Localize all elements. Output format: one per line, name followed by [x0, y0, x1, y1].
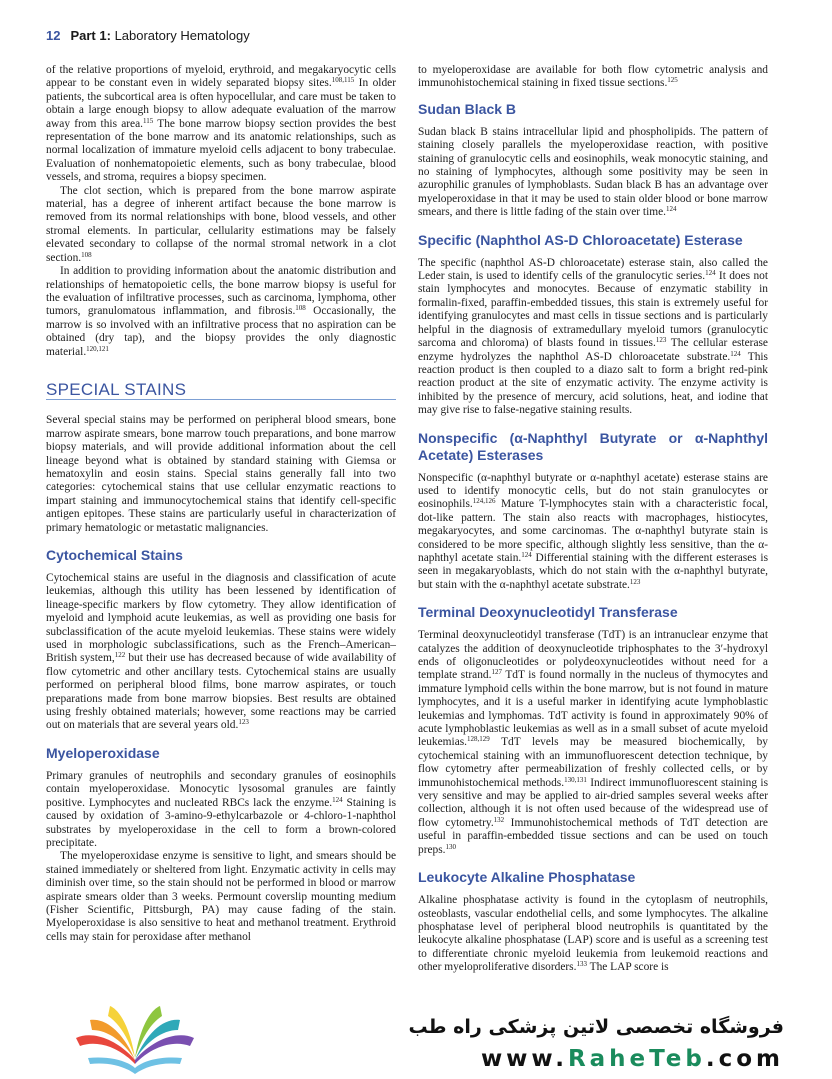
heading-cytochemical-stains: Cytochemical Stains [46, 547, 183, 563]
citation: 115 [143, 116, 154, 125]
paragraph: Several special stains may be performed on peripheral blood smears, bone marrow aspirate smears, bone marrow touch preparations, and bone marrow biopsy materials, and will provide additional information about the cell lineage beyond what is obtained by standard staining with Giemsa or hematoxylin and eosin stains. Special stains generally fall into two categories: cytochemical stains that use cellular enzymatic reactions to impart staining and immunocytochemical stains that identify cell-specific antigen epitopes. These stains are particularly useful in characterization of primary hematologic or metastatic malignancies. [46, 414, 396, 534]
paragraph: Primary granules of neutrophils and secondary granules of eosinophils contain myeloperoxidase. Monocytic lysosomal granules are faintly positive. Lymphocytes and nucleated RBCs lack the enzyme.$^{124}$ Staining is caused by oxidation of 3-amino-9-ethylcarbazole or 4-chloro-1-naphthol substrates by myeloperoxidase in the cell to form a brown-colored precipitate. [46, 769, 397, 849]
running-header [46, 28, 250, 43]
citation: 132 [493, 815, 505, 824]
citation: 124 [332, 795, 343, 804]
citation: 120,121 [86, 344, 109, 353]
paragraph: to myeloperoxidase are available for both flow cytometric analysis and immunohistochemical staining in fixed tissue sections.$^{125}$ [418, 64, 768, 90]
page-number: 12 [46, 28, 61, 43]
heading-sudan-black-b: Sudan Black B [418, 100, 517, 117]
citation: 123 [629, 577, 641, 586]
citation: 108 [295, 304, 306, 313]
paragraph: Nonspecific (α-naphthyl butyrate or α-naphthyl acetate) esterase stains are used to identify monocytic cells, but do not stain granulocytes or eosinophils.$^{124,126}$ Mature T-lymphocytes stain with a characteristic focal, dot-like pattern. The stain also reacts with macrophages, histiocytes, megakaryocytes, and some carcinomas. The α-naphthyl butyrate stain is considered to be more specific, although slightly less sensitive, than the α-naphthyl acetate stain.$^{124}$ Differential staining with the different esterases is seen in megakaryoblasts, which do not stain with the α-naphthyl butyrate, but stain with the α-naphthyl acetate substrate.$^{123}$ [418, 471, 769, 591]
citation: 108 [81, 250, 92, 259]
citation: 123 [238, 718, 249, 727]
part-label: Part 1: [70, 28, 111, 43]
citation: 124,126 [472, 497, 496, 506]
citation: 130 [445, 842, 457, 851]
citation: 124 [705, 269, 716, 278]
citation: 130,131 [564, 775, 587, 784]
citation: 133 [576, 960, 587, 969]
citation: 128,129 [467, 735, 490, 744]
citation: 122 [114, 651, 126, 660]
paragraph: of the relative proportions of myeloid, erythroid, and megakaryocytic cells appear to be constant even in widely separated biopsy sites.$^{108,115}$ In older patients, the subcortical area is often hypocellular, and care must be taken to obtain a large enough biopsy to allow adequate evaluation of the marrow away from this area.$^{115}$ The bone marrow biopsy section provides the best representation of the bone marrow and its anatomic relationships, such as normal localization of immature myeloid cells adjacent to bony trabeculae. Evaluation of nonhematopoietic elements, such as bony trabeculae, blood vessels, and stroma, requires a biopsy specimen. [46, 64, 396, 184]
left-column [46, 64, 396, 944]
paragraph: Cytochemical stains are useful in the diagnosis and classification of acute leukemias, although this utility has been lessened by identification of lineage-specific markers by flow cytometry. They allow identification of myeloid and lymphoid acute leukemias, as well as providing one basis for subclassification of the acute myeloid leukemias. These stains were widely used in morphologic subclassifications, such as the French–American–British system,$^{122}$ but their use has decreased because of wide availability of flow cytometric and other ancillary tests. Cytochemical stains are usually performed on peripheral blood films, bone marrow aspirates, or touch preparations made from bone marrow biopsies. Best results are obtained using freshly obtained materials; however, some reactions may be carried out on materials that are several years old.$^{123}$ [46, 572, 397, 732]
citation: 125 [667, 76, 678, 85]
part-title: Laboratory Hematology [114, 28, 250, 43]
paragraph: Sudan black B stains intracellular lipid and phospholipids. The pattern of staining closely parallels the myeloperoxidase reaction, with positive staining of granulocytic cells and eosinophils, weak monocytic staining, and no staining of lymphocytes, although some positivity may be seen in azurophilic granules of lymphoblasts. Sudan black B has an advantage over myeloperoxidase in that it may be used to stain older blood or bone marrow smears, and there is little fading of the stain over time.$^{124}$ [418, 125, 768, 219]
site-url: www.RaheTeb.com [480, 1046, 784, 1072]
heading-tdt: Terminal Deoxynucleotidyl Transferase [418, 604, 678, 621]
heading-myeloperoxidase: Myeloperoxidase [46, 744, 160, 761]
citation: 124 [521, 550, 532, 559]
right-column [418, 64, 768, 975]
paragraph: The myeloperoxidase enzyme is sensitive to light, and smears should be stained immediately or sheltered from light. Enzymatic activity in cells may diminish over time, so the stain should not be performed in blood or marrow aspirate smears older than 3 weeks. Permount coverslip mounting medium (Fisher Scientific, Pittsburgh, PA) may cause fading of the stain. Myeloperoxidase is also sensitive to heat and methanol treatment. Erythroid cells may stain for peroxidase after methanol [46, 850, 396, 943]
citation: 127 [491, 668, 502, 677]
paragraph: The clot section, which is prepared from the bone marrow aspirate material, has a degree of inherent artifact because the bone marrow is removed from its normal relationships with bone, blood vessels, and other stromal elements. In particular, cellularity estimations may be falsely elevated secondary to collapse of the normal stromal network in a clot section.$^{108}$ [46, 184, 396, 264]
citation: 108,115 [331, 76, 355, 85]
heading-specific-esterase: Specific (Naphthol AS-D Chloroacetate) Esterase [418, 231, 743, 248]
paragraph: In addition to providing information about the anatomic distribution and relationships of hematopoietic cells, the bone marrow biopsy is useful for the evaluation of infiltrative processes, such as carcinoma, lymphoma, other tumors, granulomatous inflammation, and fibrosis.$^{108}$ Occasionally, the marrow is so involved with an infiltrative process that no aspiration can be obtained (dry tap), and the biopsy provides the only diagnostic material.$^{120,121}$ [46, 265, 396, 358]
citation: 124 [666, 205, 677, 214]
heading-lap: Leukocyte Alkaline Phosphatase [418, 869, 636, 886]
book-logo-icon [68, 1000, 203, 1075]
paragraph: Alkaline phosphatase activity is found in the cytoplasm of neutrophils, osteoblasts, vascular endothelial cells, and some lymphocytes. The alkaline phosphatase level of peripheral blood neutrophils is quantitated by the leukocyte alkaline phosphatase (LAP) score and is useful as a screening test to differentiate chronic myeloid leukemia from leukemoid reactions and other myeloproliferative disorders.$^{133}$ The LAP score is [418, 894, 768, 974]
heading-nonspecific-esterases: Nonspecific (α-Naphthyl Butyrate or α-Naphthyl Acetate) Esterases [418, 429, 768, 463]
citation: 124 [730, 349, 741, 358]
section-heading-special-stains: SPECIAL STAINS [46, 383, 396, 400]
citation: 123 [655, 336, 667, 345]
shop-name: فروشگاه تخصصی لاتین پزشکی راه طب [408, 1016, 784, 1038]
paragraph: The specific (naphthol AS-D chloroacetate) esterase stain, also called the Leder stain, is used to identify cells of the granulocytic series.$^{124}$ It does not stain lymphocytes and monocytes. Because of enzymatic stability in formalin-fixed, paraffin-embedded tissues, this stain is extremely useful for identifying granulocytes and mast cells in tissue sections and is particularly helpful in the diagnosis of extramedullary myeloid tumors (granulocytic sarcoma and chloroma) of blasts found in tissues.$^{123}$ The cellular esterase enzyme hydrolyzes the naphthol AS-D chloroacetate substrate.$^{124}$ This reaction product is then coupled to a diazo salt to form a bright red-pink reaction product at the site of enzymatic activity. The enzyme activity is inhibited by the presence of mercury, acid solutions, heat, and iodine that may give rise to false-negative staining results. [418, 256, 769, 417]
paragraph: Terminal deoxynucleotidyl transferase (TdT) is an intranuclear enzyme that catalyzes the addition of deoxynucleotide triphosphates to the 3′-hydroxyl ends of oligonucleotides or polydeoxynucleotides without need for a template strand.$^{127}$ TdT is found normally in the nucleus of thymocytes and immature lymphoid cells within the bone marrow, but is not found in mature lymphocytes, and it is a useful marker in identifying acute lymphoblastic leukemias and lymphomas. TdT activity is found in approximately 90% of acute lymphoblastic leukemias as well as in a small subset of acute myeloid leukemias.$^{128,129}$ TdT levels may be measured biochemically, by cytochemical staining with an immunofluorescent detection technique, by flow cytometry after permeabilization of freshly collected cells, or by immunohistochemical methods.$^{130,131}$ Indirect immunofluorescent staining is very sensitive and may be applied to air-dried samples several weeks after collection, although it is not often used because of the widespread use of flow cytometry.$^{132}$ Immunohistochemical methods of TdT detection are useful in paraffin-embedded tissue sections and can be used on touch preps.$^{130}$ [418, 629, 769, 856]
